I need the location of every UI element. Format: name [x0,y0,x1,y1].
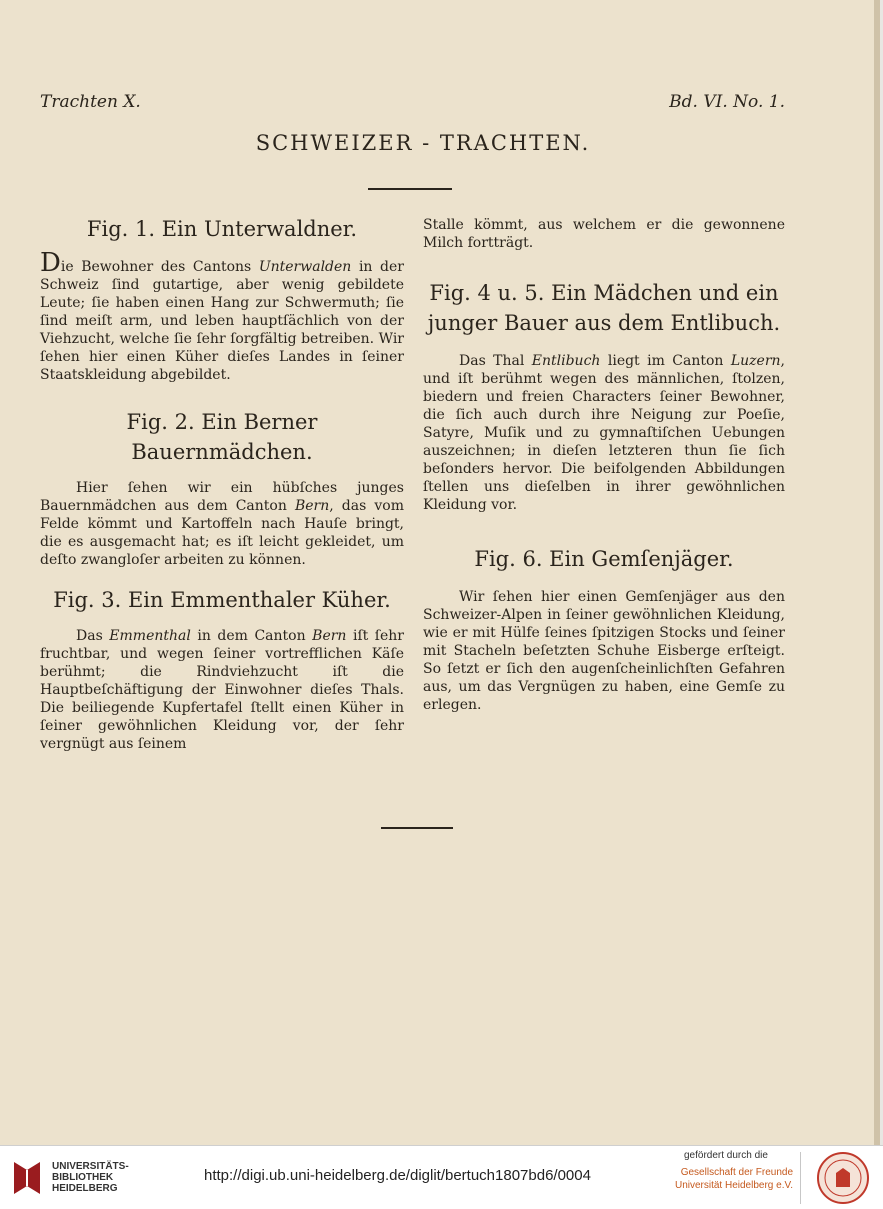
society-name-line2: Universität Heidelberg e.V. [674,1180,793,1191]
fig45-canton: Luzern [730,353,781,369]
funded-by-label: gefördert durch die [684,1150,768,1161]
fig3-heading: Fig. 3. Ein Emmenthaler Küher. [53,588,391,612]
fig45-text-c: , und iſt berühmt wegen des männlichen, ſtolzen, biedern und freien Characters ſeiner Bewohner, die ſich auch durch ihre Neigung zur Poeſie, Satyre, Muſik und zu gymnaſtiſchen Uebungen auszeichnen; in dieſen letzteren thun ſie ſich beſonders hervor. Die beifolgenden Abbildungen ſtellen uns dieſelben in ihrer gewöhnlichen Kleidung vor. [423,353,785,513]
fig1-text-a: ie Bewohner des Cantons [60,259,259,275]
fig2-text-b: , das vom Felde kömmt und Kartoffeln nach Hauſe bringt, die es ausgemacht hat; es iſt leicht gekleidet, um deſto zwangloſer arbeiten zu können. [40,498,404,568]
fig3-text-b: in dem Canton [190,628,313,644]
fig6-paragraph: Wir ſehen hier einen Gemſenjäger aus den Schweizer-Alpen in ſeiner gewöhnlichen Kleidung, wie er mit Hülfe ſeines ſpitzigen Stocks und ſeiner mit Stacheln beſetzten Schuhe Eisberge erſteigt. So ſetzt er ſich den augenſcheinlichſten Gefahren aus, um das Vergnügen zu haben, eine Gemſe zu erlegen. [423,589,785,713]
fig2-paragraph [40,479,404,569]
fig1-canton: Unterwalden [258,259,352,275]
fig3-text-a: Das [76,628,110,644]
library-name-line1: UNIVERSITÄTS- [52,1161,129,1172]
library-name-line2: BIBLIOTHEK [52,1172,114,1183]
plate-label: Trachten X. [40,92,141,112]
library-name [52,1161,129,1194]
fig45-text-b: liegt im Canton [600,353,731,369]
society-name-line1: Gesellschaft der Freunde [680,1167,793,1178]
fig3-text-c: iſt ſehr fruchtbar, und wegen ſeiner vortrefflichen Käſe berühmt; die Rindviehzucht iſt die Hauptbeſchäftigung der Einwohner dieſes Thals. Die beiliegende Kupfertafel ſtellt einen Küher in ſeiner gewöhnlichen Kleidung vor, der ſehr vergnügt aus ſeinem [40,628,404,752]
drop-cap: D [40,248,61,278]
fig3-paragraph [40,627,404,753]
fig45-paragraph [423,352,785,514]
page-title: SCHWEIZER - TRACHTEN. [255,131,591,155]
fig2-text-a: Hier ſehen wir ein hübſches junges Bauernmädchen aus dem Canton [40,480,404,514]
society-name [675,1166,793,1192]
footer-divider [800,1152,801,1204]
fig45-text-a: Das Thal [459,353,532,369]
fig1-text-b: in der Schweiz ſind gutartige, aber wenig gebildete Leute; ſie haben einen Hang zur Schwermuth; ſie ſind meiſt arm, und leben hauptſächlich von der Viehzucht, welche ſie ſehr ſorgfältig betreiben. Wir ſehen hier einen Küher dieſes Landes in ſeiner Staatskleidung abgebildet. [40,259,404,383]
end-divider [381,827,453,829]
fig2-heading: Fig. 2. Ein Berner Bauernmädchen. [126,410,318,464]
right-column [423,216,785,714]
fig6-heading: Fig. 6. Ein Gemſenjäger. [474,547,734,571]
fig3-valley: Emmenthal [109,628,191,644]
university-seal-icon [816,1151,870,1205]
fig45-heading: Fig. 4 u. 5. Ein Mädchen und ein junger Bauer aus dem Entlibuch. [427,281,781,335]
fig2-canton: Bern [294,498,330,514]
university-library-logo-icon [10,1156,44,1198]
title-divider [368,188,452,190]
fig1-paragraph [40,248,404,384]
fig45-valley: Entlibuch [531,353,601,369]
continuation-paragraph: Stalle kömmt, aus welchem er die gewonnene Milch fortträgt. [423,217,785,251]
volume-number: Bd. VI. No. 1. [669,92,785,112]
permalink-url[interactable]: http://digi.ub.uni-heidelberg.de/diglit/bertuch1807bd6/0004 [204,1167,591,1184]
fig1-heading: Fig. 1. Ein Unterwaldner. [86,217,358,241]
footer-bar [0,1145,883,1209]
library-name-line3: HEIDELBERG [52,1183,118,1194]
left-column [40,214,404,753]
fig3-canton: Bern [312,628,347,644]
